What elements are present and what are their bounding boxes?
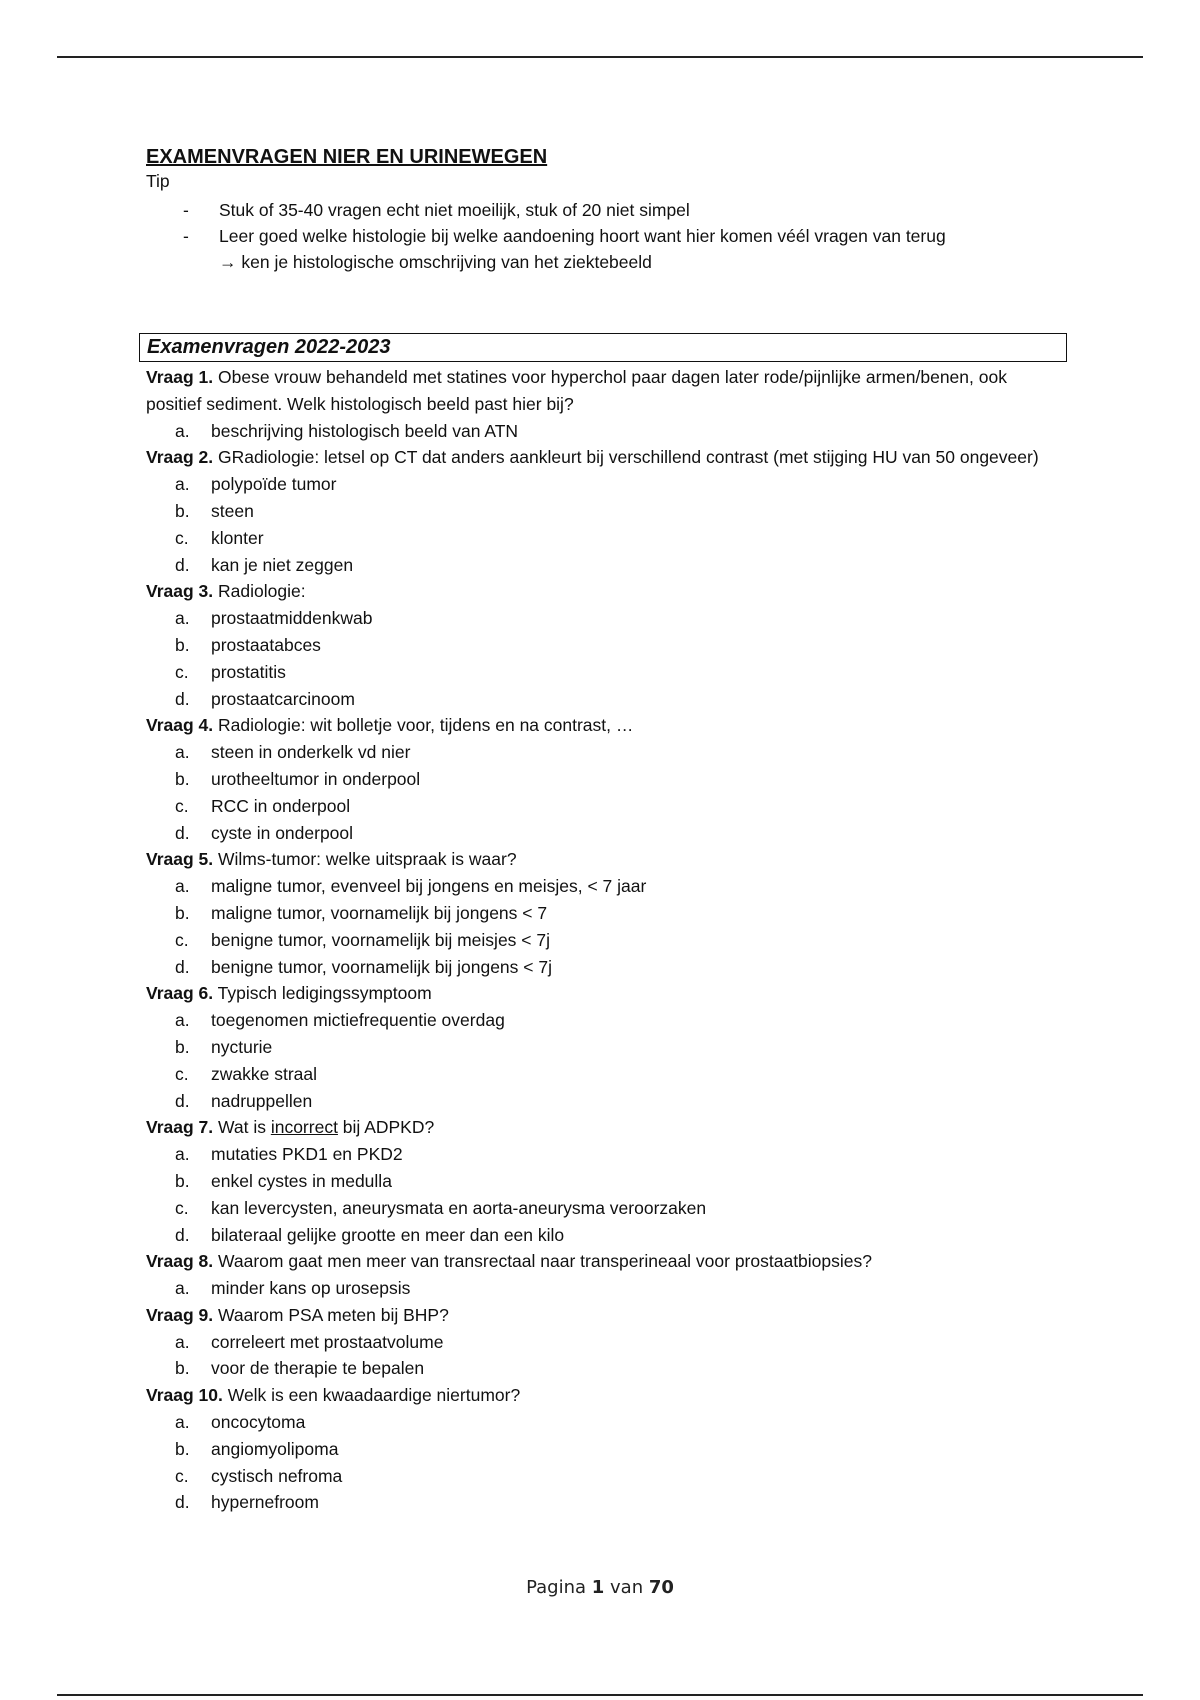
tips-list: [146, 197, 1066, 275]
answer-option: [146, 1195, 1066, 1222]
option-text: bilateraal gelijke grootte en meer dan een kilo: [211, 1224, 565, 1245]
option-letter: b.: [175, 1170, 190, 1191]
option-letter: b.: [175, 634, 190, 655]
option-letter: c.: [175, 1465, 189, 1486]
answer-option: [146, 1463, 1066, 1490]
option-text: steen: [211, 500, 254, 521]
option-text: prostaatcarcinoom: [211, 688, 355, 709]
option-text: prostaatabces: [211, 634, 321, 655]
footer-page-number: 1: [591, 1577, 605, 1598]
footer-prefix: Pagina: [526, 1577, 592, 1598]
answer-option: [146, 793, 1066, 820]
question-9: [146, 1302, 1066, 1329]
option-text: urotheeltumor in onderpool: [211, 768, 421, 789]
option-text: zwakke straal: [211, 1063, 318, 1084]
answer-option: [146, 873, 1066, 900]
option-text: voor de therapie te bepalen: [211, 1358, 425, 1379]
tip-text: Stuk of 35-40 vragen echt niet moeilijk, stuk of 20 niet simpel: [219, 200, 690, 220]
question-label: Vraag 8.: [146, 1251, 214, 1272]
answer-option: [146, 927, 1066, 954]
option-text: beschrijving histologisch beeld van ATN: [211, 420, 519, 441]
answer-option: [146, 498, 1066, 525]
question-text: Radiologie:: [213, 581, 306, 602]
option-letter: c.: [175, 661, 189, 682]
option-text: polypoïde tumor: [211, 474, 337, 495]
option-text: maligne tumor, voornamelijk bij jongens < 7: [211, 902, 548, 923]
option-text: nycturie: [211, 1036, 273, 1057]
page-footer: [0, 1577, 1200, 1598]
tip-item: [146, 197, 1066, 223]
question-3: [146, 578, 1066, 605]
option-text: toegenomen mictiefrequentie overdag: [211, 1010, 505, 1031]
answer-option: [146, 1168, 1066, 1195]
header-rule: [57, 56, 1143, 58]
answer-option: [146, 686, 1066, 713]
tip-item: [146, 223, 1066, 275]
option-text: angiomyolipoma: [211, 1438, 339, 1459]
answer-option: [146, 1436, 1066, 1463]
answer-option: [146, 1141, 1066, 1168]
question-text: Welk is een kwaadaardige niertumor?: [222, 1385, 521, 1406]
option-text: kan levercysten, aneurysmata en aorta-aneurysma veroorzaken: [211, 1197, 707, 1218]
answer-options: [146, 605, 1066, 712]
option-letter: d.: [175, 1090, 190, 1111]
answer-option: [146, 900, 1066, 927]
answer-option: [146, 632, 1066, 659]
answer-option: [146, 1329, 1066, 1356]
option-letter: a.: [175, 1010, 190, 1031]
option-text: maligne tumor, evenveel bij jongens en meisjes, < 7 jaar: [211, 876, 647, 897]
answer-option: [146, 552, 1066, 579]
answer-option: [146, 1007, 1066, 1034]
answer-options: [146, 1329, 1066, 1383]
option-text: hypernefroom: [211, 1492, 319, 1513]
questions-list: [146, 364, 1066, 1516]
footer-page-total: 70: [648, 1577, 674, 1598]
option-text: steen in onderkelk vd nier: [211, 742, 411, 763]
answer-option: [146, 525, 1066, 552]
answer-option: [146, 418, 1066, 445]
question-label: Vraag 7.: [146, 1117, 214, 1138]
option-text: kan je niet zeggen: [211, 554, 354, 575]
option-text: correleert met prostaatvolume: [211, 1331, 444, 1352]
answer-option: [146, 659, 1066, 686]
question-label: Vraag 3.: [146, 581, 214, 602]
option-letter: a.: [175, 876, 190, 897]
question-text: Typisch ledigingssymptoom: [213, 983, 432, 1004]
answer-options: [146, 1275, 1066, 1302]
question-text: Waarom PSA meten bij BHP?: [213, 1304, 449, 1325]
answer-options: [146, 739, 1066, 846]
option-letter: d.: [175, 822, 190, 843]
tip-bullet: -: [183, 200, 189, 220]
option-letter: b.: [175, 1358, 190, 1379]
question-label: Vraag 2.: [146, 447, 214, 468]
question-emphasis: incorrect: [270, 1117, 338, 1138]
answer-option: [146, 471, 1066, 498]
question-text: bij ADPKD?: [337, 1117, 435, 1138]
option-text: enkel cystes in medulla: [211, 1170, 392, 1191]
option-letter: a.: [175, 1144, 190, 1165]
option-text: klonter: [211, 527, 264, 548]
answer-option: [146, 1275, 1066, 1302]
answer-option: [146, 820, 1066, 847]
page-content: [146, 145, 1066, 1516]
answer-options: [146, 1007, 1066, 1114]
question-text: Radiologie: wit bolletje voor, tijdens en na contrast, …: [213, 715, 634, 736]
answer-option: [146, 605, 1066, 632]
answer-option: [146, 1061, 1066, 1088]
question-6: [146, 980, 1066, 1007]
option-letter: a.: [175, 608, 190, 629]
option-letter: d.: [175, 1224, 190, 1245]
answer-option: [146, 954, 1066, 981]
answer-option: [146, 1409, 1066, 1436]
option-text: nadruppellen: [211, 1090, 313, 1111]
option-letter: a.: [175, 1412, 190, 1433]
option-letter: a.: [175, 1331, 190, 1352]
tip-bullet: -: [183, 226, 189, 246]
option-letter: c.: [175, 527, 189, 548]
answer-options: [146, 471, 1066, 578]
question-label: Vraag 9.: [146, 1304, 214, 1325]
answer-option: [146, 1489, 1066, 1516]
option-letter: c.: [175, 929, 189, 950]
option-letter: d.: [175, 956, 190, 977]
answer-options: [146, 1141, 1066, 1248]
option-letter: a.: [175, 742, 190, 763]
option-letter: c.: [175, 795, 189, 816]
section-heading-box: [139, 333, 1067, 362]
option-letter: d.: [175, 1492, 190, 1513]
question-label: Vraag 10.: [146, 1385, 223, 1406]
option-text: benigne tumor, voornamelijk bij meisjes < 7j: [211, 929, 550, 950]
option-text: mutaties PKD1 en PKD2: [211, 1144, 403, 1165]
question-label: Vraag 1.: [146, 367, 214, 387]
question-8: [146, 1248, 1066, 1275]
option-text: RCC in onderpool: [211, 795, 351, 816]
question-10: [146, 1382, 1066, 1409]
option-letter: d.: [175, 554, 190, 575]
question-5: [146, 846, 1066, 873]
tip-label: Tip: [146, 171, 170, 191]
answer-options: [146, 418, 1066, 445]
question-text: Wat is: [213, 1117, 271, 1138]
option-letter: b.: [175, 902, 190, 923]
question-text: GRadiologie: letsel op CT dat anders aankleurt bij verschillend contrast (met stijging HU van 50 ongeveer): [213, 447, 1039, 468]
question-text: Wilms-tumor: welke uitspraak is waar?: [213, 849, 517, 870]
tip-subtext: → ken je histologische omschrijving van het ziektebeeld: [219, 252, 652, 272]
answer-option: [146, 1034, 1066, 1061]
option-text: oncocytoma: [211, 1412, 306, 1433]
footer-middle: van: [604, 1577, 649, 1598]
document-title: EXAMENVRAGEN NIER EN URINEWEGEN: [146, 146, 548, 168]
question-7: [146, 1114, 1066, 1141]
question-label: Vraag 4.: [146, 715, 214, 736]
option-letter: d.: [175, 688, 190, 709]
question-label: Vraag 5.: [146, 849, 214, 870]
option-letter: c.: [175, 1063, 189, 1084]
option-letter: a.: [175, 474, 190, 495]
option-letter: a.: [175, 420, 190, 441]
answer-option: [146, 1222, 1066, 1249]
footer-rule: [57, 1694, 1143, 1696]
option-text: benigne tumor, voornamelijk bij jongens < 7j: [211, 956, 552, 977]
option-letter: b.: [175, 1036, 190, 1057]
question-text: Waarom gaat men meer van transrectaal naar transperineaal voor prostaatbiopsies?: [213, 1251, 872, 1272]
question-2: [146, 444, 1066, 471]
answer-options: [146, 873, 1066, 980]
option-letter: c.: [175, 1197, 189, 1218]
section-title: Examenvragen 2022-2023: [147, 336, 391, 358]
option-letter: b.: [175, 500, 190, 521]
answer-option: [146, 766, 1066, 793]
tip-text: Leer goed welke histologie bij welke aandoening hoort want hier komen véél vragen van terug: [219, 226, 946, 246]
question-text: Obese vrouw behandeld met statines voor hyperchol paar dagen later rode/pijnlijke armen/benen, ook positief sediment. Welk histologisch beeld past hier bij?: [146, 367, 1007, 414]
question-4: [146, 712, 1066, 739]
option-text: prostaatmiddenkwab: [211, 608, 373, 629]
option-text: cyste in onderpool: [211, 822, 354, 843]
question-label: Vraag 6.: [146, 983, 214, 1004]
option-letter: b.: [175, 768, 190, 789]
answer-option: [146, 739, 1066, 766]
answer-options: [146, 1409, 1066, 1516]
option-text: minder kans op urosepsis: [211, 1278, 411, 1299]
option-text: prostatitis: [211, 661, 286, 682]
question-1: [146, 364, 1066, 418]
answer-option: [146, 1355, 1066, 1382]
option-letter: b.: [175, 1438, 190, 1459]
option-letter: a.: [175, 1278, 190, 1299]
answer-option: [146, 1088, 1066, 1115]
option-text: cystisch nefroma: [211, 1465, 343, 1486]
